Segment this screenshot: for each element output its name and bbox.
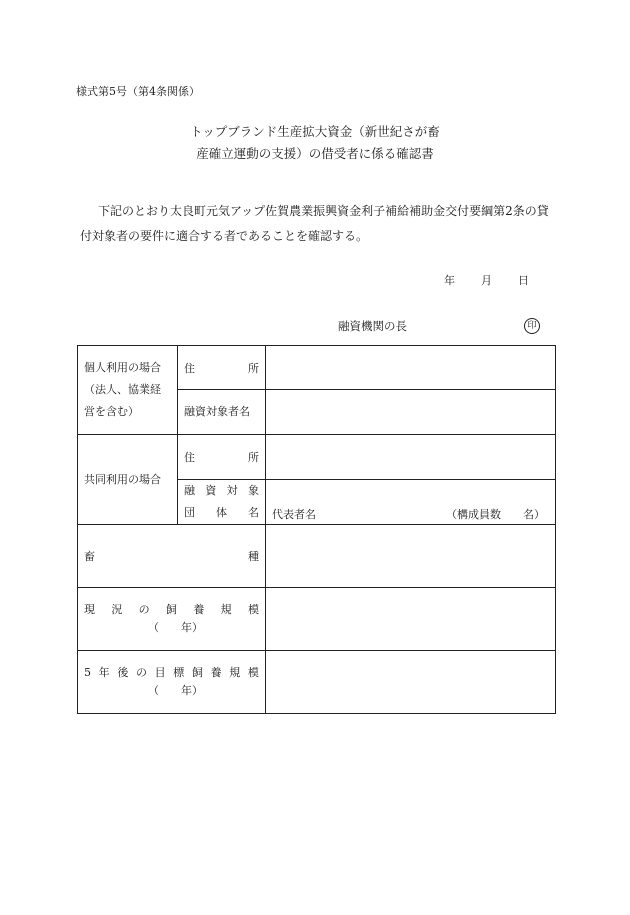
scale-char: の — [135, 666, 147, 679]
target-name-text: 融資対象者名 — [184, 405, 250, 418]
scale-char: 模 — [247, 603, 259, 616]
group-char: 資 — [205, 484, 217, 497]
scale-char: 況 — [111, 603, 123, 616]
future-scale-year: （ 年） — [148, 684, 203, 697]
shared-address-char-2: 所 — [248, 451, 259, 464]
group-char: 体 — [216, 506, 227, 519]
group-char: 団 — [184, 506, 195, 519]
date-line — [444, 272, 529, 288]
members-count-label: （構成員数 名） — [446, 508, 545, 521]
shared-use-label — [78, 435, 178, 525]
body-text-line1: 下記のとおり太良町元気アップ佐賀農業振興資金利子補給補助金交付要綱第2条の貸 — [98, 204, 549, 218]
future-scale-field[interactable] — [266, 651, 556, 714]
document-title-line2: 産確立運動の支援）の借受者に係る確認書 — [196, 146, 434, 161]
body-text-line2: 付対象者の要件に適合する者であることを確認する。 — [80, 229, 369, 243]
individual-address-label — [178, 346, 266, 390]
shared-address-char-1: 住 — [184, 451, 195, 464]
scale-char: 標 — [173, 666, 185, 679]
scale-char: 規 — [220, 603, 232, 616]
future-scale-label — [78, 651, 266, 714]
scale-char: 目 — [154, 666, 166, 679]
individual-use-label — [78, 346, 178, 435]
date-day: 日 — [518, 274, 529, 287]
livestock-type-label — [78, 525, 266, 588]
signer-label: 融資機関の長 — [338, 319, 407, 333]
current-scale-year: （ 年） — [148, 621, 203, 634]
individual-line2: （法人、協業経 — [84, 383, 161, 396]
livestock-char-2: 種 — [248, 550, 259, 563]
scale-char: 飼 — [165, 603, 177, 616]
form-number: 様式第5号（第4条関係） — [76, 85, 200, 98]
individual-line3: 営を含む） — [84, 405, 139, 418]
date-year: 年 — [444, 274, 455, 287]
scale-char: 規 — [229, 666, 241, 679]
address-char-1: 住 — [184, 361, 195, 375]
scale-char: 飼 — [191, 666, 203, 679]
scale-char: 養 — [193, 603, 205, 616]
scale-char: 年 — [98, 666, 110, 679]
shared-address-field[interactable] — [266, 435, 556, 480]
scale-char: 5 — [84, 666, 91, 679]
shared-use-text: 共同利用の場合 — [84, 472, 161, 486]
address-char-2: 所 — [248, 361, 259, 375]
representative-label: 代表者名 — [272, 508, 316, 521]
livestock-char-1: 畜 — [84, 550, 95, 563]
individual-line1: 個人利用の場合 — [84, 361, 161, 374]
individual-address-field[interactable] — [266, 346, 556, 390]
scale-char: 養 — [210, 666, 222, 679]
target-name-field[interactable] — [266, 390, 556, 435]
current-scale-label — [78, 588, 266, 651]
scale-char: の — [138, 603, 150, 616]
group-char: 融 — [184, 484, 195, 497]
scale-char: 模 — [247, 666, 259, 679]
target-name-label — [178, 390, 266, 435]
date-month: 月 — [481, 274, 492, 287]
document-title-line1: トップブランド生産拡大資金（新世紀さが畜 — [190, 124, 440, 139]
group-name-label — [178, 480, 266, 525]
confirmation-table — [77, 345, 556, 714]
livestock-type-field[interactable] — [266, 525, 556, 588]
scale-char: 現 — [84, 603, 95, 616]
group-char: 名 — [248, 506, 259, 519]
seal-mark: 印 — [524, 318, 540, 334]
scale-char: 後 — [117, 666, 129, 679]
shared-address-label — [178, 435, 266, 480]
group-char: 対 — [226, 484, 238, 497]
group-name-field[interactable] — [266, 480, 556, 525]
group-char: 象 — [247, 484, 259, 497]
current-scale-field[interactable] — [266, 588, 556, 651]
